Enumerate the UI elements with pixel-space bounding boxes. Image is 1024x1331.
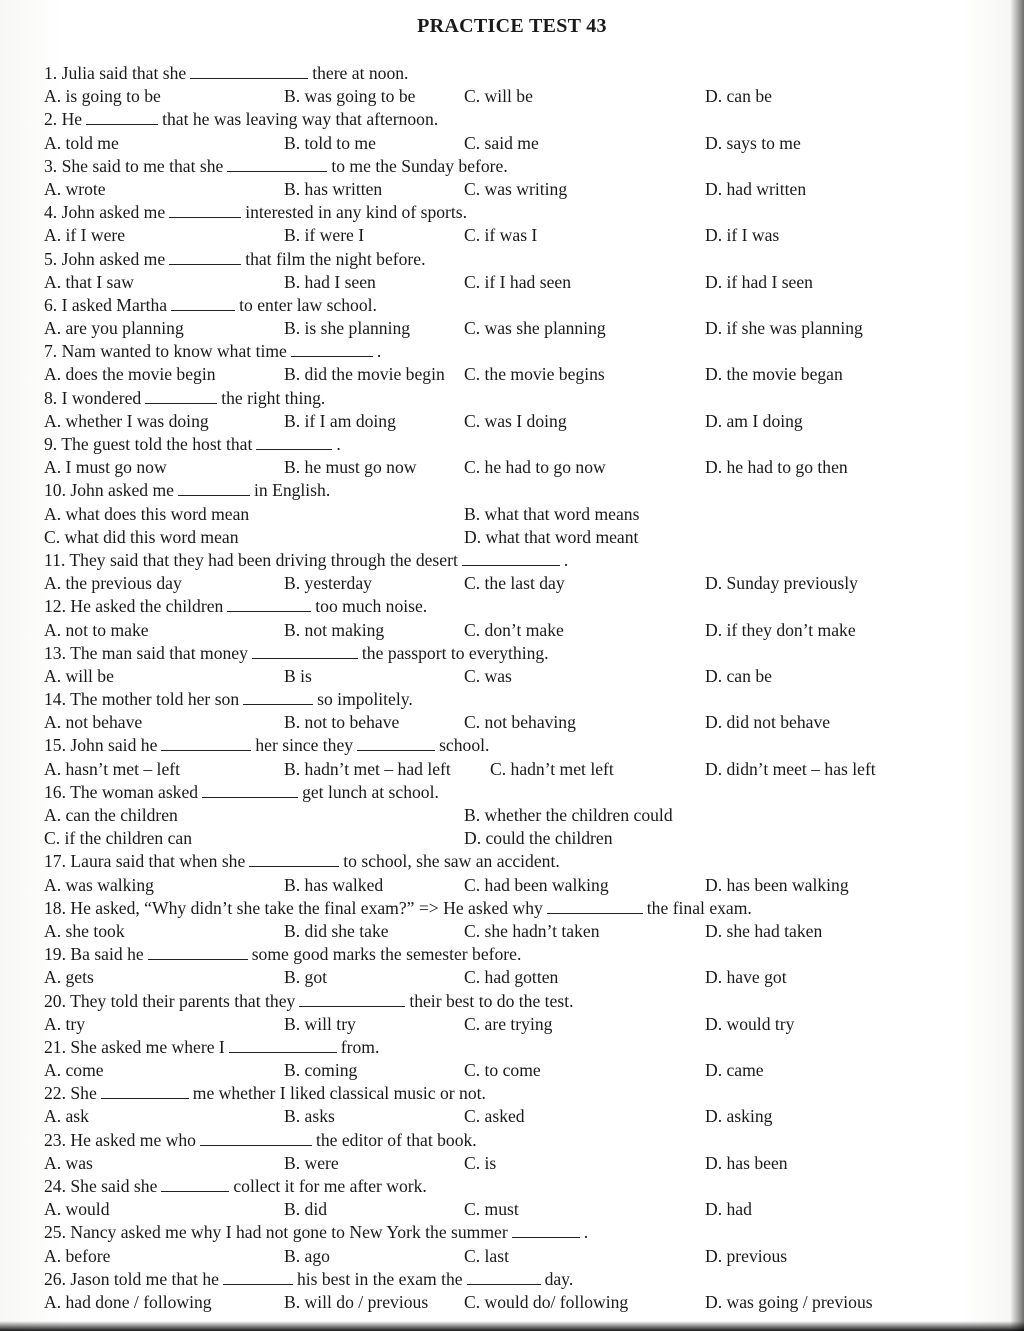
question-text <box>44 990 574 1013</box>
option-d[interactable]: D. if I was <box>705 225 780 246</box>
option-c[interactable]: C. she hadn’t taken <box>464 920 600 941</box>
option-d[interactable]: D. if she was planning <box>705 318 863 339</box>
answer-blank[interactable] <box>462 551 560 566</box>
page-bottom-shadow <box>0 1321 1024 1331</box>
answer-blank[interactable] <box>467 1270 541 1285</box>
question-stem <box>0 201 1024 224</box>
question-text <box>44 1036 379 1059</box>
stem-part: 20. They told their parents that they <box>44 990 296 1011</box>
option-b[interactable]: B. were <box>284 1152 339 1173</box>
options-row <box>0 1152 1024 1175</box>
option-b[interactable]: B. whether the children could <box>464 805 673 825</box>
options-row <box>0 804 1024 827</box>
option-a[interactable]: A. gets <box>44 967 94 988</box>
option-c[interactable]: C. was she planning <box>464 318 606 339</box>
option-b[interactable]: B. has walked <box>284 874 384 895</box>
option-b[interactable]: B. not to behave <box>284 712 400 733</box>
question-text <box>44 734 489 757</box>
option-b[interactable]: B. hadn’t met – had left <box>284 758 451 779</box>
option-a[interactable]: A. come <box>44 1060 104 1081</box>
options-row <box>0 1245 1024 1268</box>
answer-blank[interactable] <box>161 1177 229 1192</box>
options-row <box>0 224 1024 247</box>
stem-part: in English. <box>253 480 331 501</box>
options-row <box>0 1105 1024 1128</box>
question-stem <box>0 62 1024 85</box>
option-d[interactable]: D. didn’t meet – has left <box>705 758 876 779</box>
stem-part: 22. She <box>44 1083 97 1104</box>
stem-part: get lunch at school. <box>302 781 439 802</box>
stem-part: 1. Julia said that she <box>44 63 187 83</box>
option-d[interactable]: D. previous <box>705 1245 788 1266</box>
question-stem <box>0 1221 1024 1244</box>
option-c[interactable]: C. had been walking <box>464 874 609 895</box>
option-c[interactable]: C. is <box>464 1152 497 1173</box>
option-b[interactable]: B. ago <box>284 1245 330 1266</box>
options-row <box>0 456 1024 479</box>
options-row <box>0 920 1024 943</box>
stem-part: 6. I asked Martha <box>44 294 168 315</box>
stem-part: 9. The guest told the host that <box>44 434 253 454</box>
option-c[interactable]: C. had gotten <box>464 967 559 988</box>
stem-part: that he was leaving way that afternoon. <box>162 109 439 130</box>
question-stem <box>0 1175 1024 1198</box>
stem-part: the right thing. <box>221 387 326 408</box>
answer-blank[interactable] <box>291 342 373 357</box>
stem-part: 11. They said that they had been driving through the desert <box>44 549 458 570</box>
option-a[interactable]: A. will be <box>44 665 114 686</box>
stem-part: 15. John said he <box>44 735 158 756</box>
question-stem <box>0 1082 1024 1105</box>
stem-part: . <box>583 1222 589 1243</box>
option-b[interactable]: B. did the movie begin <box>284 364 445 385</box>
option-a[interactable]: A. the previous day <box>44 573 182 594</box>
option-a[interactable]: A. if I were <box>44 225 126 246</box>
stem-part: some good marks the semester before. <box>251 944 522 965</box>
question-text <box>44 943 521 966</box>
question-stem <box>0 642 1024 665</box>
answer-blank[interactable] <box>249 852 339 867</box>
answer-blank[interactable] <box>357 736 435 751</box>
question-stem <box>0 1268 1024 1291</box>
question-stem <box>0 897 1024 920</box>
option-b[interactable]: B. he must go now <box>284 457 417 478</box>
options-row <box>0 572 1024 595</box>
option-b[interactable]: B. has written <box>284 178 383 199</box>
option-c[interactable]: C. if was I <box>464 225 538 246</box>
answer-blank[interactable] <box>229 1038 337 1053</box>
option-a[interactable]: A. try <box>44 1013 86 1034</box>
question-text <box>44 1268 573 1291</box>
question-stem <box>0 340 1024 363</box>
stem-part: 21. She asked me where I <box>44 1036 225 1057</box>
stem-part: 7. Nam wanted to know what time <box>44 341 287 362</box>
option-d[interactable]: D. she had taken <box>705 920 823 941</box>
option-d[interactable]: D. can be <box>705 665 772 686</box>
option-c[interactable]: C. he had to go now <box>464 457 606 478</box>
option-c[interactable]: C. will be <box>464 86 533 107</box>
stem-part: 8. I wondered <box>44 387 142 408</box>
option-c[interactable]: C. to come <box>464 1060 541 1081</box>
stem-part: 16. The woman asked <box>44 781 199 802</box>
option-d[interactable]: D. can be <box>705 86 772 107</box>
option-a[interactable]: A. told me <box>44 132 119 153</box>
stem-part: his best in the exam the <box>296 1268 463 1289</box>
option-b[interactable]: B. had I seen <box>284 271 376 292</box>
question-text <box>44 248 425 271</box>
answer-blank[interactable] <box>200 1131 312 1146</box>
options-row <box>0 1013 1024 1036</box>
stem-part: there at noon. <box>312 63 409 83</box>
question-text <box>44 642 549 665</box>
options-row <box>0 85 1024 108</box>
question-text <box>44 549 568 572</box>
options-row <box>0 410 1024 433</box>
question-stem <box>0 595 1024 618</box>
option-a[interactable]: A. ask <box>44 1106 89 1127</box>
options-row <box>0 363 1024 386</box>
stem-part: that film the night before. <box>245 248 426 269</box>
question-stem <box>0 155 1024 178</box>
option-a[interactable]: A. hasn’t met – left <box>44 758 180 779</box>
option-d[interactable]: D. would try <box>705 1013 795 1034</box>
question-stem <box>0 850 1024 873</box>
stem-part: 3. She said to me that she <box>44 155 224 176</box>
option-c[interactable]: C. was writing <box>464 178 568 199</box>
stem-part: 13. The man said that money <box>44 642 248 663</box>
answer-blank[interactable] <box>202 783 298 798</box>
question-text <box>44 294 377 317</box>
option-d[interactable]: D. says to me <box>705 132 801 153</box>
stem-part: interested in any kind of sports. <box>245 202 468 223</box>
stem-part: collect it for me after work. <box>233 1176 427 1196</box>
answer-blank[interactable] <box>252 644 358 659</box>
option-c[interactable]: C. said me <box>464 132 539 153</box>
stem-part: 19. Ba said he <box>44 944 144 965</box>
option-c[interactable]: C. don’t make <box>464 619 564 640</box>
option-b[interactable]: B. if were I <box>284 225 365 246</box>
option-a[interactable]: A. would <box>44 1199 110 1220</box>
option-c[interactable]: C. last <box>464 1245 509 1266</box>
option-d[interactable]: D. had <box>705 1199 752 1220</box>
answer-blank[interactable] <box>178 481 250 496</box>
option-a[interactable]: A. wrote <box>44 178 106 199</box>
option-d[interactable]: D. the movie began <box>705 364 843 385</box>
option-d[interactable]: D. what that word meant <box>464 526 639 547</box>
stem-part: the passport to everything. <box>361 642 549 663</box>
question-text <box>44 479 330 502</box>
question-text <box>44 62 408 85</box>
stem-part: their best to do the test. <box>409 990 574 1011</box>
option-b[interactable]: B. not making <box>284 619 385 640</box>
options-row <box>0 711 1024 734</box>
option-a[interactable]: A. does the movie begin <box>44 364 216 385</box>
question-text <box>44 201 467 224</box>
question-text <box>44 1221 588 1244</box>
answer-blank[interactable] <box>190 64 308 79</box>
answer-blank[interactable] <box>512 1223 580 1238</box>
option-d[interactable]: D. am I doing <box>705 410 803 431</box>
question-text <box>44 387 325 410</box>
options-row <box>0 526 1024 549</box>
stem-part: 4. John asked me <box>44 202 166 223</box>
option-c[interactable]: C. are trying <box>464 1013 553 1034</box>
option-d[interactable]: D. he had to go then <box>705 457 848 478</box>
option-b[interactable]: B. will do / previous <box>284 1291 429 1312</box>
stem-part: 5. John asked me <box>44 248 166 269</box>
option-d[interactable]: D. could the children <box>464 828 613 849</box>
question-stem <box>0 549 1024 572</box>
option-d[interactable]: D. have got <box>705 967 787 988</box>
question-stem <box>0 990 1024 1013</box>
option-c[interactable]: C. was I doing <box>464 410 567 431</box>
option-b[interactable]: B. did she take <box>284 920 389 941</box>
option-a[interactable]: A. not behave <box>44 712 143 733</box>
stem-part: her since they <box>255 735 354 756</box>
option-b[interactable]: B. did <box>284 1199 328 1220</box>
answer-blank[interactable] <box>227 597 311 612</box>
question-stem <box>0 943 1024 966</box>
option-c[interactable]: C. must <box>464 1199 519 1220</box>
options-row <box>0 758 1024 781</box>
question-stem <box>0 248 1024 271</box>
options-row <box>0 317 1024 340</box>
option-b[interactable]: B. if I am doing <box>284 410 396 431</box>
option-a[interactable]: A. whether I was doing <box>44 410 209 431</box>
option-a[interactable]: A. had done / following <box>44 1291 212 1312</box>
question-stem <box>0 387 1024 410</box>
option-a[interactable]: A. that I saw <box>44 271 134 292</box>
question-text <box>44 850 560 873</box>
answer-blank[interactable] <box>256 435 332 450</box>
stem-part: 2. He <box>44 109 83 130</box>
option-d[interactable]: D. Sunday previously <box>705 573 858 594</box>
question-text <box>44 155 508 178</box>
stem-part: to enter law school. <box>239 294 377 315</box>
stem-part: too much noise. <box>315 596 428 617</box>
option-c[interactable]: C. what did this word mean <box>44 526 239 547</box>
option-b[interactable]: B. got <box>284 967 328 988</box>
option-c[interactable]: C. if the children can <box>44 828 193 849</box>
options-row <box>0 827 1024 850</box>
stem-part: 26. Jason told me that he <box>44 1268 219 1289</box>
option-a[interactable]: A. was <box>44 1152 93 1173</box>
option-a[interactable]: A. was walking <box>44 874 154 895</box>
option-d[interactable]: D. did not behave <box>705 712 831 733</box>
stem-part: 14. The mother told her son <box>44 689 240 710</box>
question-text <box>44 433 341 456</box>
question-stem <box>0 1129 1024 1152</box>
options-row <box>0 966 1024 989</box>
option-a[interactable]: A. is going to be <box>44 86 161 107</box>
stem-part: school. <box>439 735 490 756</box>
stem-part: 24. She said she <box>44 1176 158 1196</box>
question-stem <box>0 1036 1024 1059</box>
question-stem <box>0 479 1024 502</box>
answer-blank[interactable] <box>148 945 248 960</box>
answer-blank[interactable] <box>299 992 405 1007</box>
option-c[interactable]: C. hadn’t met left <box>490 758 614 779</box>
answer-blank[interactable] <box>169 250 241 265</box>
question-text <box>44 688 413 711</box>
answer-blank[interactable] <box>223 1270 293 1285</box>
option-b[interactable]: B is <box>284 665 312 686</box>
question-list <box>0 62 1024 1314</box>
answer-blank[interactable] <box>547 899 643 914</box>
option-b[interactable]: B. was going to be <box>284 86 416 107</box>
stem-part: 18. He asked, “Why didn’t she take the final exam?” => He asked why <box>44 897 543 918</box>
options-row <box>0 132 1024 155</box>
options-row <box>0 271 1024 294</box>
question-text <box>44 781 439 804</box>
question-stem <box>0 734 1024 757</box>
question-text <box>44 595 427 618</box>
stem-part: . <box>563 549 569 570</box>
options-row <box>0 1059 1024 1082</box>
option-b[interactable]: B. what that word means <box>464 503 640 524</box>
option-d[interactable]: D. has been walking <box>705 874 849 895</box>
option-b[interactable]: B. told to me <box>284 132 376 153</box>
stem-part: the editor of that book. <box>315 1129 477 1150</box>
option-d[interactable]: D. had written <box>705 178 807 199</box>
question-text <box>44 1175 427 1198</box>
stem-part: to school, she saw an accident. <box>343 851 560 872</box>
answer-blank[interactable] <box>145 389 217 404</box>
option-c[interactable]: C. not behaving <box>464 712 576 733</box>
options-row <box>0 1291 1024 1314</box>
stem-part: from. <box>340 1036 380 1057</box>
stem-part: me whether I liked classical music or not. <box>192 1083 486 1104</box>
stem-part: 25. Nancy asked me why I had not gone to New York the summer <box>44 1222 508 1243</box>
options-row <box>0 874 1024 897</box>
option-b[interactable]: B. will try <box>284 1013 356 1034</box>
stem-part: to me the Sunday before. <box>331 155 508 176</box>
option-c[interactable]: C. was <box>464 665 512 686</box>
options-row <box>0 1198 1024 1221</box>
page-title: PRACTICE TEST 43 <box>417 15 607 37</box>
option-c[interactable]: C. the movie begins <box>464 364 605 385</box>
options-row <box>0 619 1024 642</box>
option-c[interactable]: C. if I had seen <box>464 271 571 292</box>
question-stem <box>0 781 1024 804</box>
option-c[interactable]: C. the last day <box>464 573 565 594</box>
stem-part: . <box>336 434 341 454</box>
answer-blank[interactable] <box>169 203 241 218</box>
option-b[interactable]: B. yesterday <box>284 573 372 594</box>
answer-blank[interactable] <box>227 157 327 172</box>
answer-blank[interactable] <box>171 296 235 311</box>
option-a[interactable]: A. not to make <box>44 619 149 640</box>
options-row <box>0 665 1024 688</box>
stem-part: 23. He asked me who <box>44 1129 196 1150</box>
stem-part: day. <box>544 1268 574 1289</box>
option-a[interactable]: A. what does this word mean <box>44 503 250 524</box>
option-a[interactable]: A. before <box>44 1245 111 1266</box>
question-stem <box>0 294 1024 317</box>
question-text <box>44 340 381 363</box>
option-b[interactable]: B. asks <box>284 1106 335 1127</box>
option-c[interactable]: C. would do/ following <box>464 1291 629 1312</box>
options-row <box>0 503 1024 526</box>
question-stem <box>0 433 1024 456</box>
question-text <box>44 897 752 920</box>
question-text <box>44 1129 477 1152</box>
answer-blank[interactable] <box>101 1084 189 1099</box>
stem-part: the final exam. <box>646 897 752 918</box>
stem-part: 12. He asked the children <box>44 596 224 617</box>
option-a[interactable]: A. I must go now <box>44 457 167 478</box>
stem-part: 17. Laura said that when she <box>44 851 246 872</box>
answer-blank[interactable] <box>161 736 251 751</box>
question-text <box>44 108 438 131</box>
option-d[interactable]: D. has been <box>705 1152 788 1173</box>
option-d[interactable]: D. asking <box>705 1106 773 1127</box>
stem-part: 10. John asked me <box>44 480 174 501</box>
option-c[interactable]: C. asked <box>464 1106 525 1127</box>
option-a[interactable]: A. she took <box>44 920 125 941</box>
option-a[interactable]: A. are you planning <box>44 318 184 339</box>
option-d[interactable]: D. if had I seen <box>705 271 813 292</box>
answer-blank[interactable] <box>86 110 158 125</box>
stem-part: . <box>376 341 382 362</box>
option-d[interactable]: D. if they don’t make <box>705 619 856 640</box>
question-stem <box>0 688 1024 711</box>
option-b[interactable]: B. is she planning <box>284 318 411 339</box>
answer-blank[interactable] <box>243 690 313 705</box>
option-a[interactable]: A. can the children <box>44 805 178 825</box>
option-b[interactable]: B. coming <box>284 1060 358 1081</box>
question-stem <box>0 108 1024 131</box>
option-d[interactable]: D. came <box>705 1060 764 1081</box>
question-text <box>44 1082 486 1105</box>
option-d[interactable]: D. was going / previous <box>705 1291 873 1312</box>
options-row <box>0 178 1024 201</box>
stem-part: so impolitely. <box>317 689 413 710</box>
